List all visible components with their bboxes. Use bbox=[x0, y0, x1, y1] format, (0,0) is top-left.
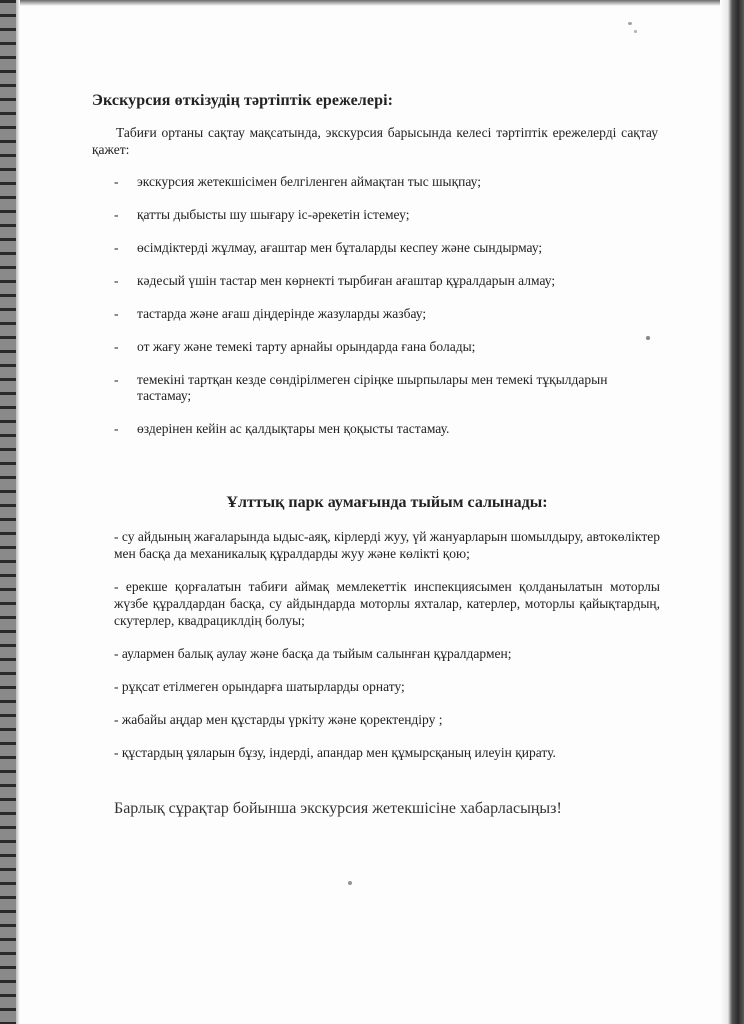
prohibited-section bbox=[114, 494, 660, 777]
list-item bbox=[92, 339, 658, 355]
intro-paragraph: Табиғи ортаны сақтау мақсатында, экскурсия барысында келесі тәртіптік ережелерді сақтау қажет: bbox=[92, 125, 658, 157]
section-heading: Ұлттық парк аумағында тыйым салынады: bbox=[226, 494, 548, 511]
rule-text: тастарда және ағаш діңдерінде жазуларды жазбау; bbox=[137, 306, 427, 321]
rule-text: қатты дыбысты шу шығару іс-әрекетін істемеу; bbox=[137, 207, 410, 222]
list-item bbox=[92, 306, 658, 322]
bullet-dash: - bbox=[114, 174, 119, 189]
rules-section bbox=[92, 92, 658, 454]
prohibited-item: - рұқсат етілмеген орындарға шатырларды орнату; bbox=[114, 679, 405, 694]
binding-shadow bbox=[16, 0, 20, 1024]
bullet-dash: - bbox=[114, 421, 119, 436]
prohibited-item: - жабайы аңдар мен құстарды үркіту және қоректендіру ; bbox=[114, 712, 443, 727]
bullet-dash: - bbox=[114, 339, 119, 354]
list-item bbox=[92, 421, 658, 437]
rule-text: кәдесый үшін тастар мен көрнекті тырбиған ағаштар құралдарын алмау; bbox=[137, 273, 556, 288]
right-page-edge bbox=[720, 0, 744, 1024]
rule-text: темекіні тартқан кезде сөндірілмеген сіріңке шырпылары мен темекі тұқылдарын тастамау; bbox=[137, 372, 608, 403]
rule-text: өсімдіктерді жұлмау, ағаштар мен бұталарды кеспеу және сындырмау; bbox=[137, 240, 543, 255]
prohibited-item: - құстардың ұяларын бұзу, індерді, апандар мен құмырсқаның илеуін қирату. bbox=[114, 745, 556, 760]
list-item bbox=[92, 372, 658, 404]
bullet-dash: - bbox=[114, 240, 119, 255]
scan-speck bbox=[634, 30, 637, 33]
rules-list bbox=[92, 174, 658, 437]
list-item bbox=[92, 207, 658, 223]
page-title: Экскурсия өткізудің тәртіптік ережелері: bbox=[92, 92, 394, 109]
rule-text: экскурсия жетекшісімен белгіленген аймақтан тыс шықпау; bbox=[137, 174, 481, 189]
top-page-edge bbox=[20, 0, 720, 6]
scan-speck bbox=[628, 22, 632, 25]
spiral-binding-strip bbox=[0, 0, 16, 1024]
scan-speck bbox=[348, 881, 352, 885]
list-item bbox=[92, 273, 658, 289]
prohibited-item: - ерекше қорғалатын табиғи аймақ мемлекеттік инспекциясымен қолданылатын моторлы жүзбе құралдардан басқа, су айдындарда моторлы яхталар, катерлер, моторлы қайықтардың, скутерлер, квадрациклдің болуы; bbox=[114, 579, 660, 628]
prohibited-item: - аулармен балық аулау және басқа да тыйым салынған құралдармен; bbox=[114, 646, 512, 661]
list-item bbox=[92, 240, 658, 256]
rule-text: от жағу және темекі тарту арнайы орындарда ғана болады; bbox=[137, 339, 476, 354]
bullet-dash: - bbox=[114, 306, 119, 321]
rule-text: өздерінен кейін ас қалдықтары мен қоқысты тастамау. bbox=[137, 421, 450, 436]
bullet-dash: - bbox=[114, 273, 119, 288]
prohibited-item: - су айдының жағаларында ыдыс-аяқ, кірлерді жуу, үй жануарларын шомылдыру, автокөліктер мен басқа да механикалық құралдарды жуу және көлікті қою; bbox=[114, 529, 660, 561]
list-item bbox=[92, 174, 658, 190]
bullet-dash: - bbox=[114, 207, 119, 222]
contact-note: Барлық сұрақтар бойынша экскурсия жетекшісіне хабарласыңыз! bbox=[114, 800, 562, 817]
bullet-dash: - bbox=[114, 372, 119, 387]
